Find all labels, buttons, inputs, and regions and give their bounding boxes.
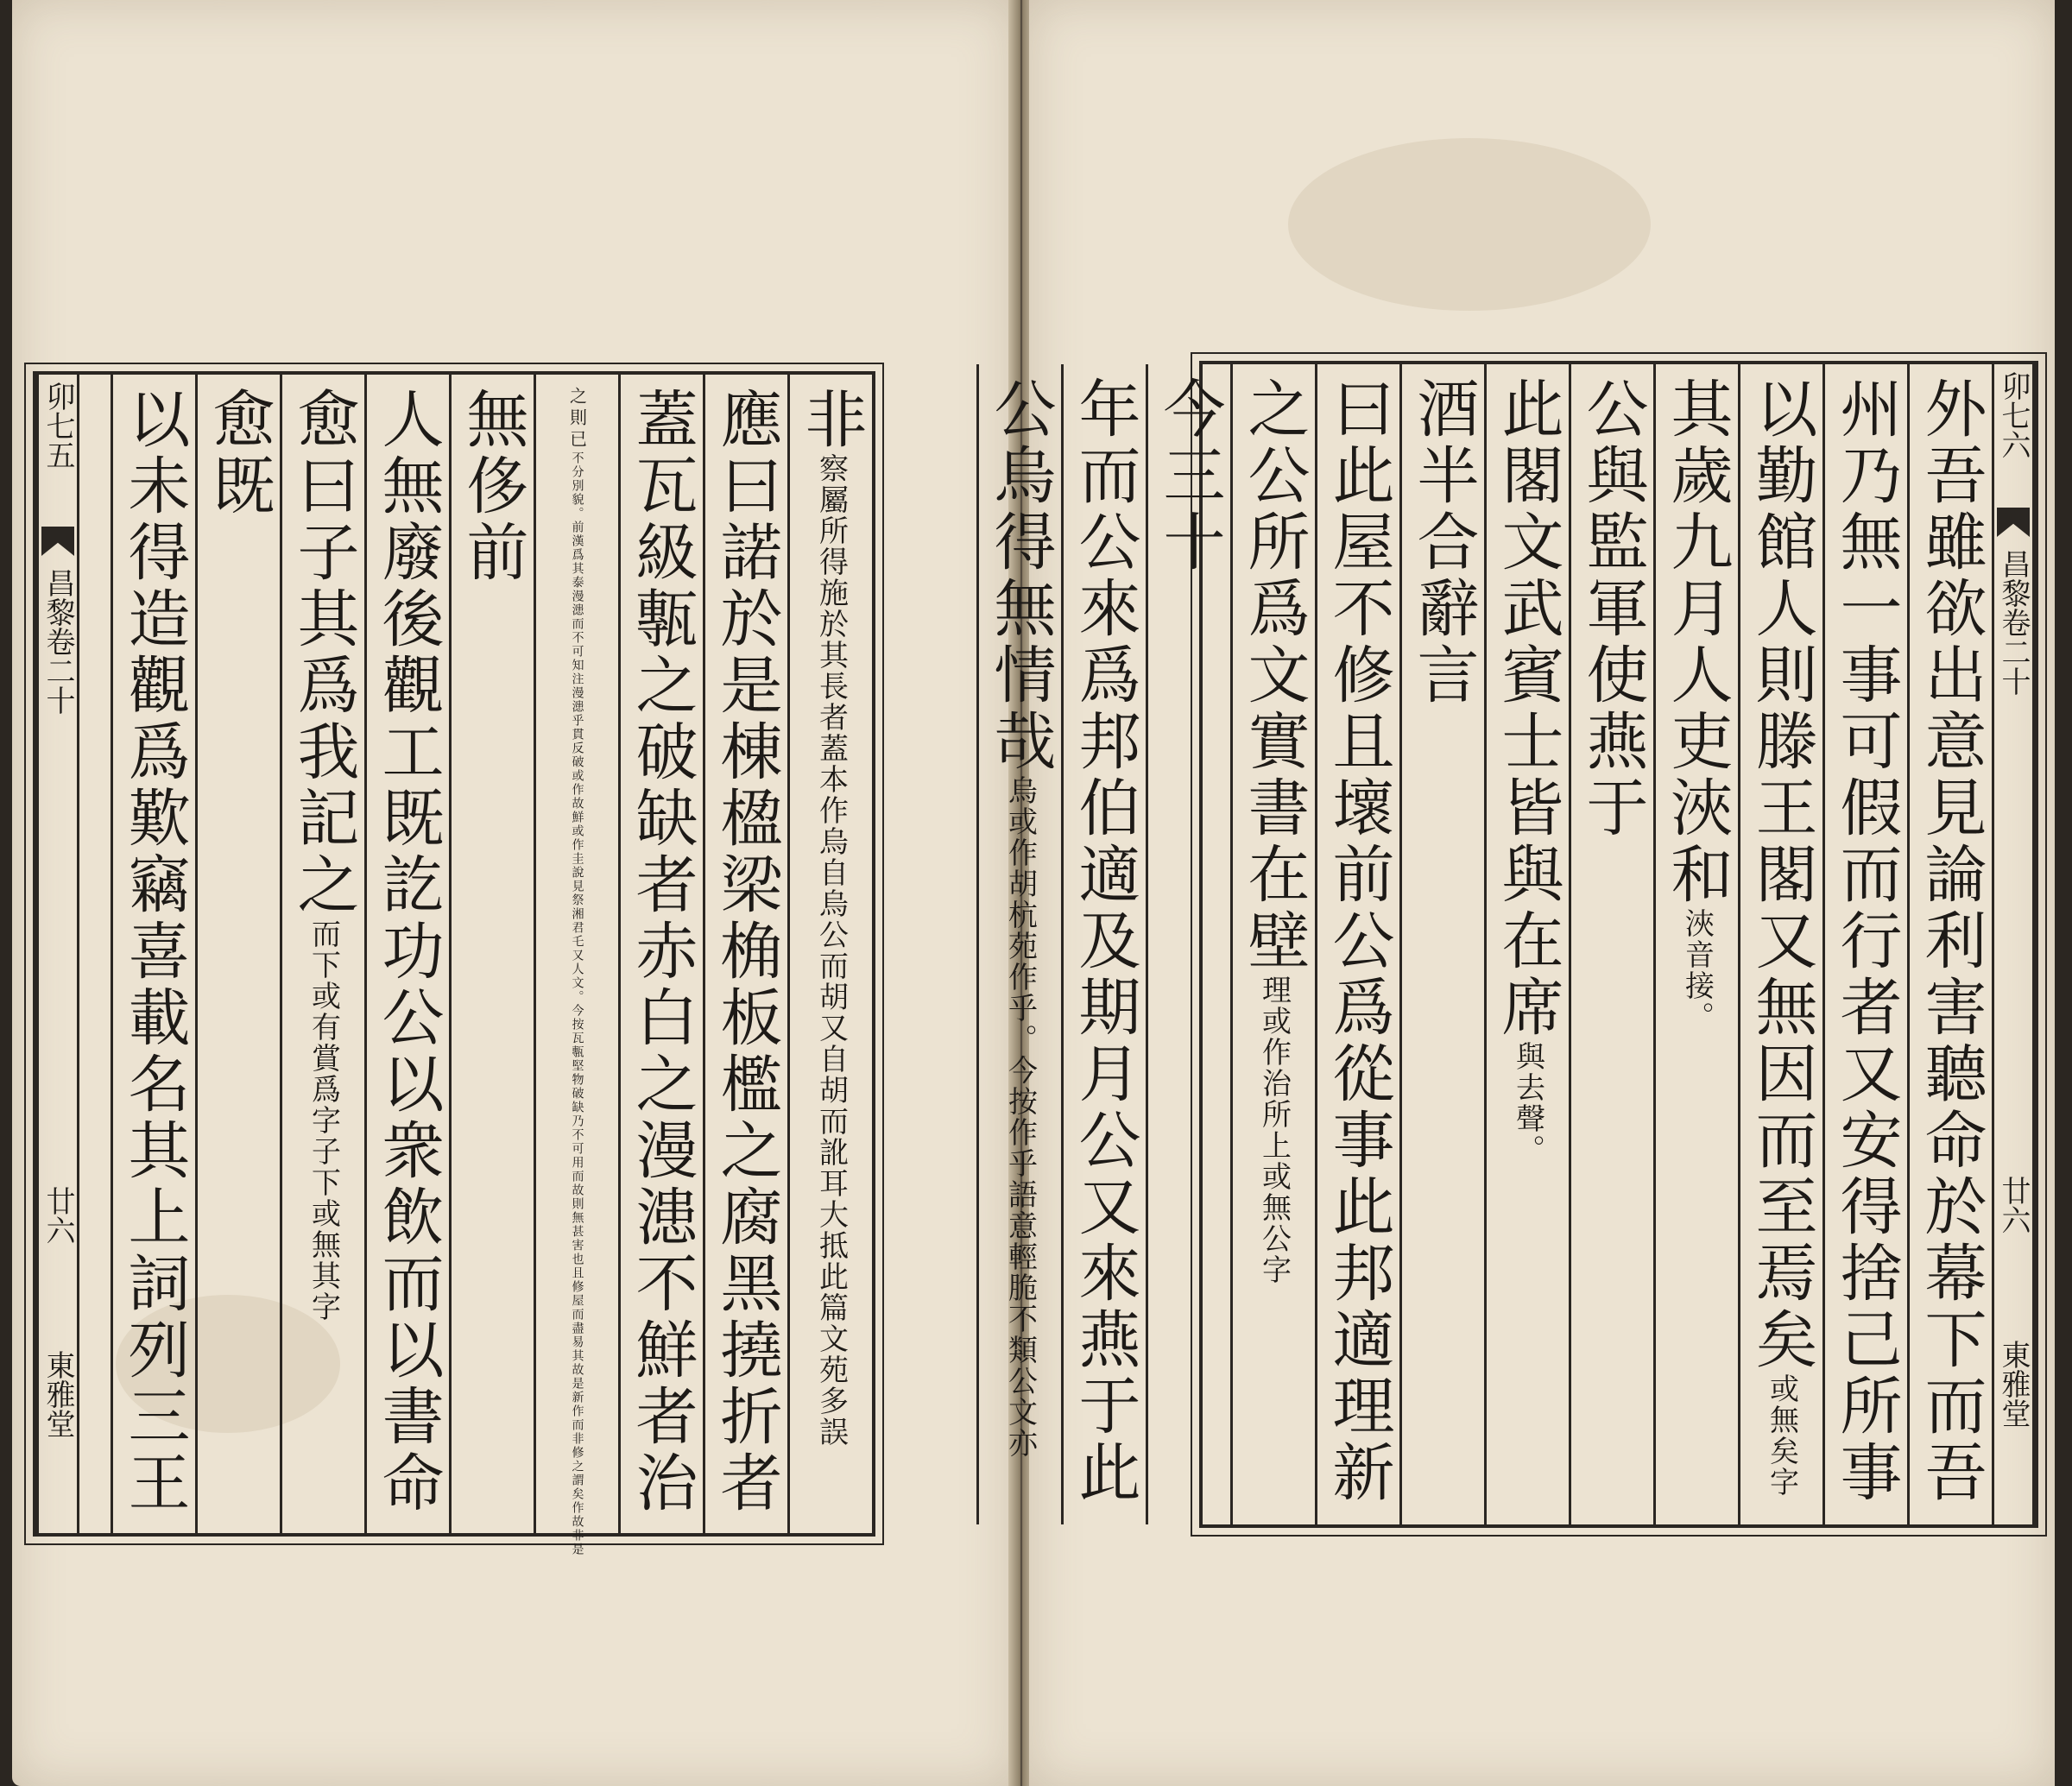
text-column <box>1315 364 1399 1524</box>
main-text: 以未得造觀爲歎竊喜載名其上詞列三王 <box>117 387 191 1517</box>
right-banxin-title: 昌黎卷二十 <box>1996 549 2031 696</box>
column-text <box>1491 376 1564 1165</box>
column-text <box>1322 376 1395 1506</box>
left-banxin <box>36 375 79 1533</box>
text-column <box>1230 364 1315 1524</box>
column-text <box>1153 376 1226 576</box>
main-text: 公與監軍使燕于 <box>1576 376 1649 842</box>
commentary-text: 與去聲。 <box>1510 1041 1545 1165</box>
column-text <box>1829 376 1903 1506</box>
column-text <box>202 387 275 520</box>
text-column <box>1146 364 1230 1524</box>
right-banxin <box>1992 364 2035 1524</box>
paper-stain <box>1288 138 1651 311</box>
text-column <box>787 375 872 1533</box>
left-banxin-top: 卯七五 <box>41 382 75 470</box>
right-banxin-publisher: 東雅堂 <box>1996 1340 2031 1428</box>
main-text: 愈曰子其爲我記之 <box>287 387 360 918</box>
text-column <box>976 364 1061 1524</box>
text-column <box>364 375 449 1533</box>
main-text: 應曰諾於是棟楹梁桷板檻之腐黑撓折者 <box>710 387 783 1517</box>
column-text <box>456 387 529 586</box>
column-text <box>287 387 360 1322</box>
text-column <box>280 375 364 1533</box>
fishtail-mark <box>1997 508 2030 537</box>
text-column <box>111 375 195 1533</box>
left-banxin-title: 昌黎卷二十 <box>41 568 75 715</box>
text-column <box>1738 364 1822 1524</box>
column-text <box>1406 376 1480 709</box>
text-column <box>1569 364 1653 1524</box>
column-text <box>566 387 588 1556</box>
main-text: 其歲九月人吏浹和 <box>1660 376 1734 908</box>
column-text <box>1745 376 1818 1498</box>
right-banxin-top: 卯七六 <box>1996 371 2031 459</box>
text-column <box>534 375 618 1556</box>
main-text: 非 <box>794 387 868 453</box>
main-text: 年而公來爲邦伯適及期月公又來燕于此 <box>1068 376 1141 1506</box>
commentary-text: 不分別貌。前漢爲其泰漫漶而不可知注漫漶乎貫反破或作故鮮或作圭說見祭湘君乇又人文。今按瓦甎堅物破缺乃不可用而故則無甚害也且修屋而盡易其故是新作而非修之謂矣作故非是 <box>570 451 584 1556</box>
commentary-text: 浹音接。 <box>1679 908 1715 1032</box>
column-text <box>1576 376 1649 842</box>
right-page <box>983 0 2055 1786</box>
right-text-columns <box>976 364 1992 1524</box>
column-text <box>1914 376 1987 1506</box>
text-column <box>1653 364 1738 1524</box>
commentary-text: 烏或作胡杭苑作乎。今按作乎語意輕脆不類公文亦 <box>1002 775 1038 1459</box>
text-column <box>1822 364 1907 1524</box>
main-text: 愈既 <box>202 387 275 520</box>
main-text: 今三十 <box>1153 376 1226 576</box>
main-text: 以勤館人則滕王閣又無因而至焉矣 <box>1745 376 1818 1373</box>
commentary-text: 而下或有賞爲字子下或無其字 <box>306 918 341 1322</box>
text-column <box>449 375 534 1533</box>
commentary-text: 理或作治所上或無公字 <box>1256 975 1292 1285</box>
column-text <box>1068 376 1141 1506</box>
left-banxin-page-number: 廿六 <box>41 1186 75 1245</box>
main-text: 外吾雖欲出意見論利害聽命於幕下而吾 <box>1914 376 1987 1506</box>
commentary-text: 或無矣字 <box>1764 1373 1799 1498</box>
commentary-text: 察屬所得施於其長者蓋本作烏自烏公而胡又自胡而訛耳大抵此篇文苑多誤 <box>813 453 849 1448</box>
text-column <box>1907 364 1992 1524</box>
text-column <box>1484 364 1569 1524</box>
main-text: 無侈前 <box>456 387 529 586</box>
main-text: 之則已 <box>566 387 588 451</box>
fishtail-mark <box>41 527 74 556</box>
column-text <box>371 387 445 1517</box>
left-banxin-publisher: 東雅堂 <box>41 1350 75 1438</box>
text-column <box>703 375 787 1533</box>
column-text <box>983 376 1057 1459</box>
main-text: 公烏得無情哉 <box>983 376 1057 775</box>
left-page <box>12 0 1014 1786</box>
column-text <box>1237 376 1311 1285</box>
text-column <box>1061 364 1146 1524</box>
right-text-frame <box>983 361 2038 1528</box>
column-text <box>117 387 191 1517</box>
main-text: 酒半合辭言 <box>1406 376 1480 709</box>
right-banxin-page-number: 廿六 <box>1996 1176 2031 1234</box>
main-text: 人無廢後觀工既訖功公以衆飲而以書命 <box>371 387 445 1517</box>
column-text <box>625 387 698 1517</box>
main-text: 蓋瓦級甎之破缺者赤白之漫漶不鮮者治 <box>625 387 698 1517</box>
main-text: 此閣文武賓士皆與在席 <box>1491 376 1564 1041</box>
main-text: 之公所爲文實書在壁 <box>1237 376 1311 975</box>
column-text <box>1660 376 1734 1032</box>
main-text: 州乃無一事可假而行者又安得捨己所事 <box>1829 376 1903 1506</box>
text-column <box>618 375 703 1533</box>
column-text <box>710 387 783 1517</box>
column-text <box>794 387 868 1448</box>
text-column <box>1399 364 1484 1524</box>
main-text: 曰此屋不修且壞前公爲從事此邦適理新 <box>1322 376 1395 1506</box>
left-text-columns <box>79 375 872 1556</box>
text-column <box>195 375 280 1533</box>
left-text-frame <box>33 371 875 1556</box>
